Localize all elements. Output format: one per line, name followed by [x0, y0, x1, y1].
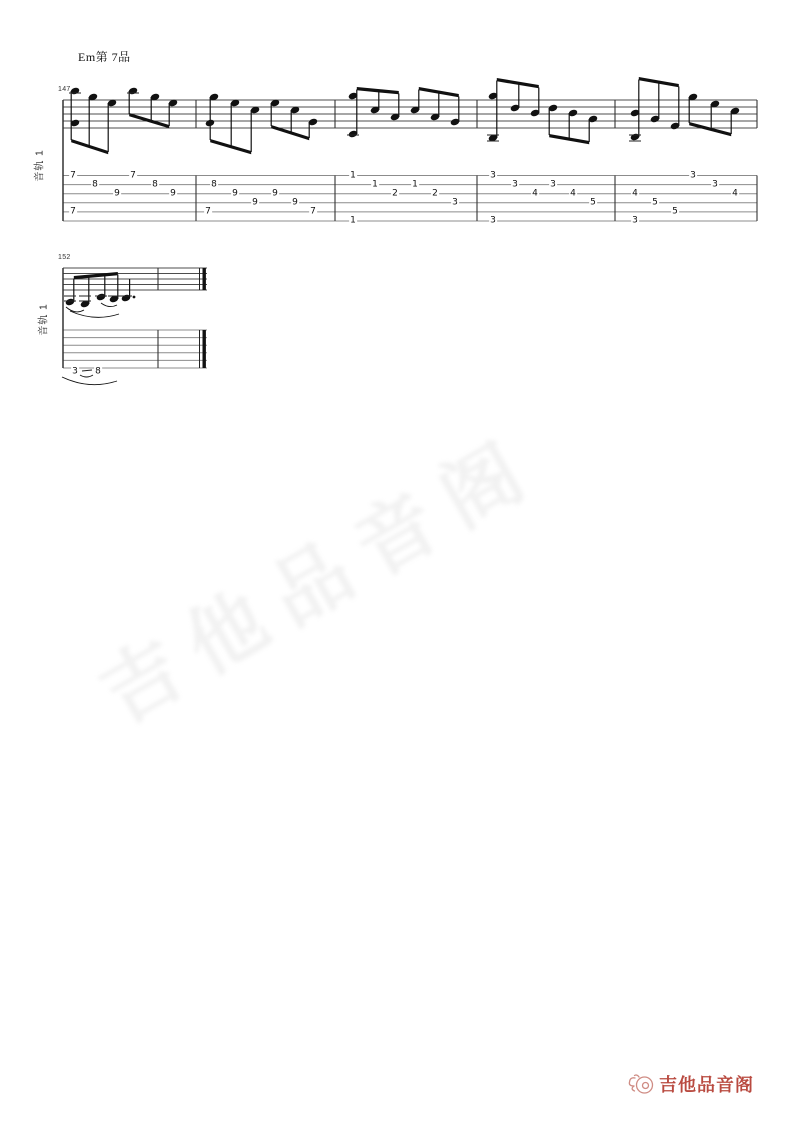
brand-name: 吉他品音阁 — [659, 1075, 754, 1095]
chord-position-label: Em第 7品 — [78, 50, 131, 64]
tab-fret-number: 7 — [70, 169, 76, 180]
tab-fret-number: 1 — [372, 178, 378, 189]
tab-fret-number: 3 — [550, 178, 556, 189]
tab-fret-number: 2 — [392, 188, 398, 199]
tab-fret-number: 7 — [70, 206, 76, 217]
measure-number-system-1: 147 — [58, 86, 71, 93]
tab-fret-number: 3 — [452, 197, 458, 208]
tab-fret-number: 3 — [72, 366, 78, 377]
measure-number-system-2: 152 — [58, 254, 71, 261]
tab-fret-number: 4 — [532, 188, 538, 199]
tab-fret-number: 1 — [350, 215, 356, 226]
tab-fret-number: 8 — [95, 366, 101, 377]
tab-fret-number: 8 — [92, 178, 98, 189]
tab-fret-number: 9 — [252, 197, 258, 208]
tab-fret-number: 8 — [211, 178, 217, 189]
tab-fret-number: 9 — [170, 188, 176, 199]
tab-fret-number: 1 — [412, 178, 418, 189]
tab-fret-number: 9 — [292, 197, 298, 208]
tab-fret-number: 3 — [632, 215, 638, 226]
tab-fret-number: 3 — [490, 169, 496, 180]
track-label-system-2: 音轨 1 — [38, 303, 50, 336]
tab-fret-number: 9 — [114, 188, 120, 199]
tab-fret-number: 7 — [205, 206, 211, 217]
tab-fret-number: 1 — [350, 169, 356, 180]
tab-fret-number: 3 — [712, 178, 718, 189]
tab-fret-number: 7 — [130, 169, 136, 180]
tab-fret-number: 5 — [590, 197, 596, 208]
track-label-system-1: 音轨 1 — [34, 149, 46, 182]
tab-fret-number: 2 — [432, 188, 438, 199]
tab-fret-number: 5 — [672, 206, 678, 217]
tab-fret-number: 4 — [732, 188, 738, 199]
tab-fret-number: 3 — [490, 215, 496, 226]
system-1-graphics — [63, 77, 757, 221]
tab-fret-number: 5 — [652, 197, 658, 208]
tab-fret-number: 9 — [232, 188, 238, 199]
diagonal-watermark: 吉他品音阁 — [86, 418, 555, 740]
brand-flower-icon — [627, 1072, 657, 1098]
tab-fret-number: 8 — [152, 178, 158, 189]
tab-fret-number: 3 — [512, 178, 518, 189]
tab-fret-number: 9 — [272, 188, 278, 199]
tab-fret-number: 7 — [310, 206, 316, 217]
system-2-graphics — [62, 268, 207, 385]
tab-fret-number: 4 — [632, 188, 638, 199]
tab-fret-number: 3 — [690, 169, 696, 180]
tab-fret-number: 4 — [570, 188, 576, 199]
